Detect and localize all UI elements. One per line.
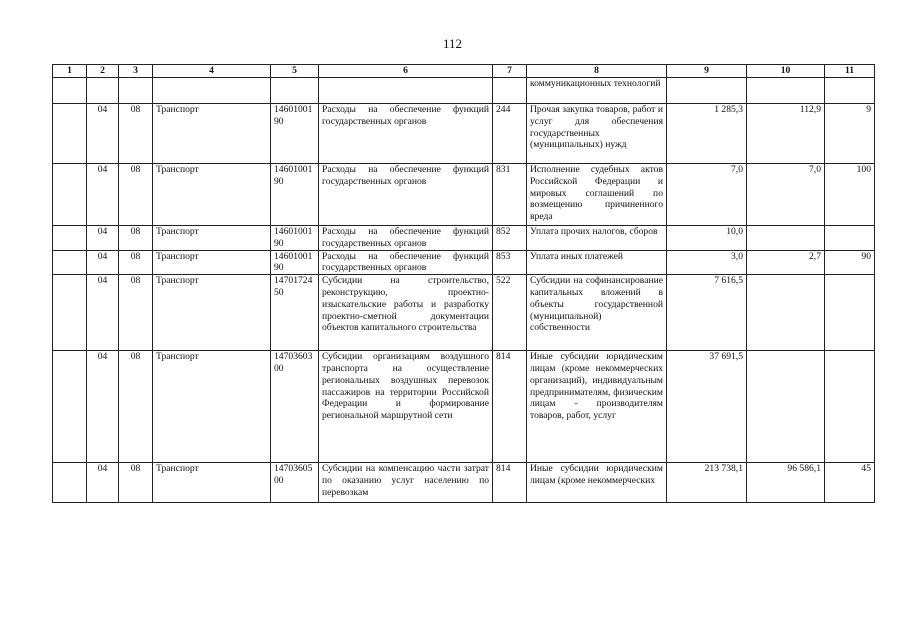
table-cell-c8: Исполнение судебных актов Российской Федерации и мировых соглашений по возмещению причиненного вреда bbox=[527, 164, 667, 226]
table-cell-c10: 112,9 bbox=[747, 104, 825, 164]
table-cell-c11 bbox=[825, 351, 875, 463]
table-row bbox=[53, 250, 875, 275]
table-cell-c7: 853 bbox=[493, 250, 527, 275]
table-cell-c7: 831 bbox=[493, 164, 527, 226]
table-row bbox=[53, 78, 875, 104]
table-cell-c4: Транспорт bbox=[153, 250, 271, 275]
table-cell-c6: Субсидии на компенсацию части затрат по оказанию услуг населению по перевозкам bbox=[319, 463, 493, 503]
table-cell-c4: Транспорт bbox=[153, 226, 271, 251]
table-cell-c11: 90 bbox=[825, 250, 875, 275]
table-cell-c3 bbox=[119, 78, 153, 104]
table-cell-c3: 08 bbox=[119, 275, 153, 351]
table-cell-c11 bbox=[825, 275, 875, 351]
table-cell-c4: Транспорт bbox=[153, 104, 271, 164]
table-cell-c2: 04 bbox=[87, 463, 119, 503]
target-code: 1470360300 bbox=[274, 351, 313, 374]
table-cell-c2: 04 bbox=[87, 104, 119, 164]
target-code: 1460100190 bbox=[274, 164, 313, 187]
column-header: 8 bbox=[527, 65, 667, 78]
table-cell-c10 bbox=[747, 78, 825, 104]
table-cell-c4: Транспорт bbox=[153, 164, 271, 226]
column-header: 6 bbox=[319, 65, 493, 78]
table-cell-c2: 04 bbox=[87, 275, 119, 351]
column-header: 9 bbox=[667, 65, 747, 78]
table-cell-c4 bbox=[153, 78, 271, 104]
table-cell-c2: 04 bbox=[87, 226, 119, 251]
table-row bbox=[53, 226, 875, 251]
table-cell-c5 bbox=[271, 226, 319, 251]
table-cell-c1 bbox=[53, 351, 87, 463]
page-number: 112 bbox=[442, 36, 463, 51]
table-cell-c11: 9 bbox=[825, 104, 875, 164]
target-code: 1460100190 bbox=[274, 250, 313, 274]
table-cell-c8: коммуникационных технологий bbox=[527, 78, 667, 104]
table-cell-c6: Расходы на обеспечение функций государственных органов bbox=[319, 250, 493, 275]
table-cell-c9: 1 285,3 bbox=[667, 104, 747, 164]
table-row bbox=[53, 164, 875, 226]
table-cell-c5 bbox=[271, 250, 319, 275]
table-cell-c10: 2,7 bbox=[747, 250, 825, 275]
table-row bbox=[53, 104, 875, 164]
column-header: 2 bbox=[87, 65, 119, 78]
table-cell-c9: 7 616,5 bbox=[667, 275, 747, 351]
table-cell-c2 bbox=[87, 78, 119, 104]
table-cell-c3: 08 bbox=[119, 164, 153, 226]
table-cell-c8: Прочая закупка товаров, работ и услуг для обеспечения государственных (муниципальных) нужд bbox=[527, 104, 667, 164]
table-cell-c8: Субсидии на софинансирование капитальных вложений в объекты государственной (муниципальной) собственности bbox=[527, 275, 667, 351]
table-cell-c7: 522 bbox=[493, 275, 527, 351]
table-cell-c5 bbox=[271, 463, 319, 503]
table-row bbox=[53, 351, 875, 463]
table-cell-c1 bbox=[53, 78, 87, 104]
column-header: 1 bbox=[53, 65, 87, 78]
table-cell-c10 bbox=[747, 226, 825, 251]
table-cell-c1 bbox=[53, 250, 87, 275]
table-cell-c8: Уплата иных платежей bbox=[527, 250, 667, 275]
table-cell-c7: 814 bbox=[493, 351, 527, 463]
table-cell-c6: Субсидии организациям воздушного транспорта на осуществление региональных воздушных перевозок пассажиров на территории Российской Федерации и формирование региональной маршрутной сети bbox=[319, 351, 493, 463]
table-cell-c6: Расходы на обеспечение функций государственных органов bbox=[319, 104, 493, 164]
table-cell-c2: 04 bbox=[87, 250, 119, 275]
target-code: 1460100190 bbox=[274, 226, 313, 249]
table-cell-c3: 08 bbox=[119, 226, 153, 251]
table-cell-c10 bbox=[747, 351, 825, 463]
table-cell-c8: Иные субсидии юридическим лицам (кроме некоммерческих организаций), индивидуальным предпринимателям, физическим лицам - производителям товаров, работ, услуг bbox=[527, 351, 667, 463]
table-cell-c7: 814 bbox=[493, 463, 527, 503]
table-row bbox=[53, 463, 875, 503]
header-row bbox=[53, 65, 875, 78]
target-code: 1460100190 bbox=[274, 104, 313, 127]
table-cell-c11 bbox=[825, 78, 875, 104]
table-cell-c1 bbox=[53, 226, 87, 251]
table-cell-c10 bbox=[747, 275, 825, 351]
table-cell-c2: 04 bbox=[87, 164, 119, 226]
table-cell-c4: Транспорт bbox=[153, 463, 271, 503]
table-cell-c3: 08 bbox=[119, 351, 153, 463]
table-row bbox=[53, 275, 875, 351]
table-cell-c5 bbox=[271, 78, 319, 104]
table-cell-c8: Уплата прочих налогов, сборов bbox=[527, 226, 667, 251]
table-cell-c4: Транспорт bbox=[153, 275, 271, 351]
table-cell-c2: 04 bbox=[87, 351, 119, 463]
table-cell-c11: 100 bbox=[825, 164, 875, 226]
table-cell-c6: Субсидии на строительство, реконструкцию, проектно-изыскательские работы и разработку проектно-сметной документации объектов капитального строительства bbox=[319, 275, 493, 351]
column-header: 3 bbox=[119, 65, 153, 78]
table-cell-c3: 08 bbox=[119, 104, 153, 164]
table-cell-c3: 08 bbox=[119, 463, 153, 503]
column-header: 4 bbox=[153, 65, 271, 78]
table-body bbox=[53, 78, 875, 503]
table-cell-c4: Транспорт bbox=[153, 351, 271, 463]
table-cell-c8: Иные субсидии юридическим лицам (кроме некоммерческих bbox=[527, 463, 667, 503]
budget-table bbox=[52, 64, 875, 503]
table-cell-c9: 37 691,5 bbox=[667, 351, 747, 463]
table-cell-c3: 08 bbox=[119, 250, 153, 275]
column-header: 7 bbox=[493, 65, 527, 78]
table-cell-c1 bbox=[53, 104, 87, 164]
column-header: 11 bbox=[825, 65, 875, 78]
target-code: 1470172450 bbox=[274, 275, 313, 298]
table-cell-c9: 3,0 bbox=[667, 250, 747, 275]
table-cell-c1 bbox=[53, 275, 87, 351]
target-code: 1470360500 bbox=[274, 463, 313, 486]
table-cell-c6: Расходы на обеспечение функций государственных органов bbox=[319, 226, 493, 251]
table-cell-c11 bbox=[825, 226, 875, 251]
table-cell-c6 bbox=[319, 78, 493, 104]
table-cell-c1 bbox=[53, 463, 87, 503]
column-header: 5 bbox=[271, 65, 319, 78]
table-cell-c6: Расходы на обеспечение функций государственных органов bbox=[319, 164, 493, 226]
table-cell-c5 bbox=[271, 351, 319, 463]
table-cell-c9: 7,0 bbox=[667, 164, 747, 226]
column-header: 10 bbox=[747, 65, 825, 78]
table-cell-c7 bbox=[493, 78, 527, 104]
table-cell-c9: 213 738,1 bbox=[667, 463, 747, 503]
table-cell-c10: 96 586,1 bbox=[747, 463, 825, 503]
table-cell-c5 bbox=[271, 104, 319, 164]
table-cell-c5 bbox=[271, 275, 319, 351]
table-cell-c11: 45 bbox=[825, 463, 875, 503]
table-cell-c9 bbox=[667, 78, 747, 104]
table-cell-c5 bbox=[271, 164, 319, 226]
table-cell-c10: 7,0 bbox=[747, 164, 825, 226]
table-cell-c1 bbox=[53, 164, 87, 226]
table-cell-c7: 244 bbox=[493, 104, 527, 164]
table-cell-c7: 852 bbox=[493, 226, 527, 251]
table-cell-c9: 10,0 bbox=[667, 226, 747, 251]
